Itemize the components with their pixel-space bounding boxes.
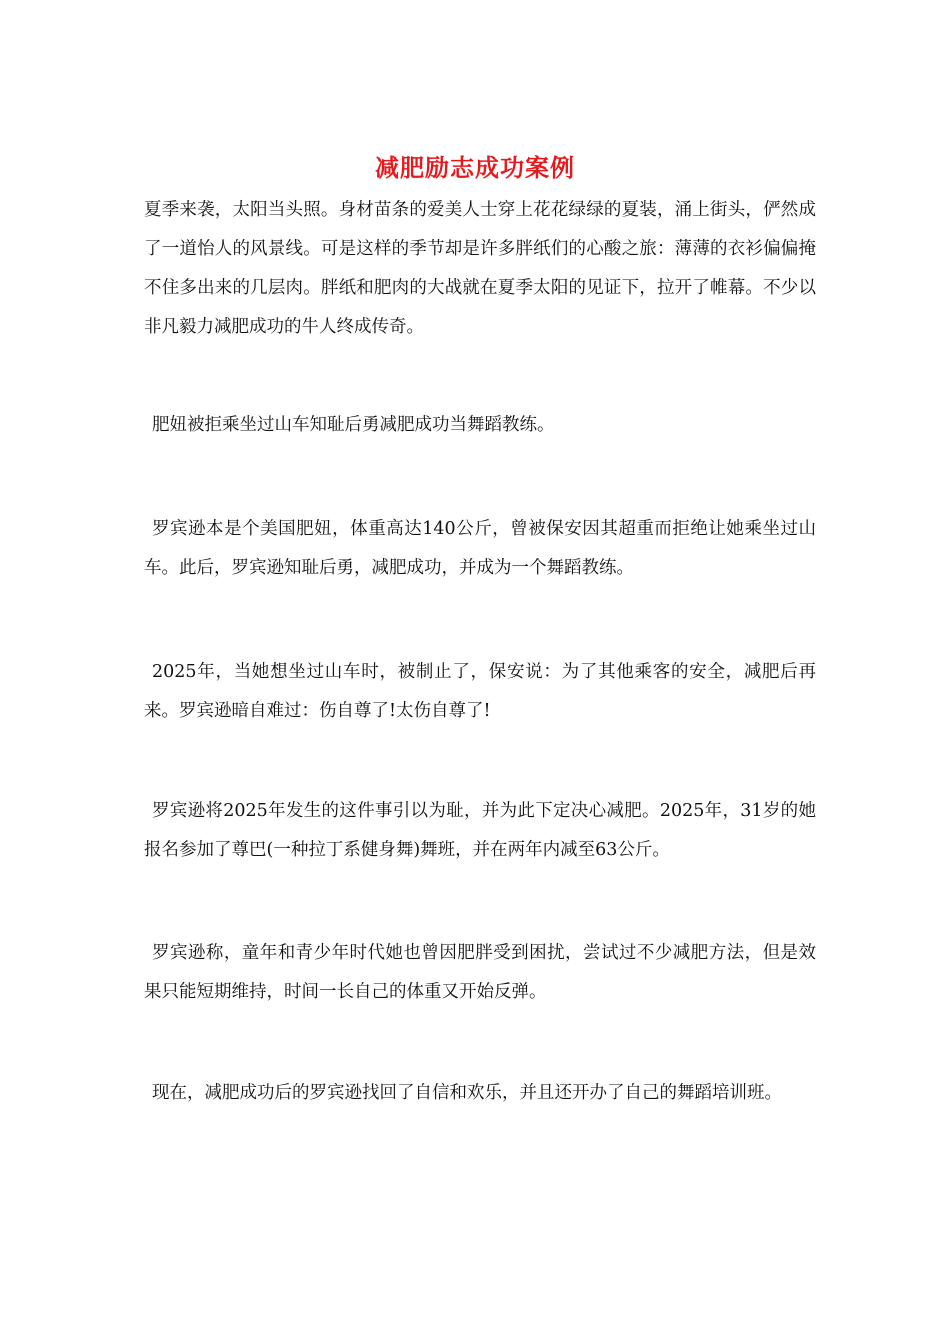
paragraph-now: 现在，减肥成功后的罗宾逊找回了自信和欢乐，并且还开办了自己的舞蹈培训班。 <box>152 1083 782 1103</box>
paragraph-history: 罗宾逊称，童年和青少年时代她也曾因肥胖受到困扰，尝试过不少减肥方法，但是效果只能短期维持，时间一长自己的体重又开始反弹。 <box>144 943 816 1002</box>
document-title: 减肥励志成功案例 <box>375 153 575 182</box>
paragraph-intro: 夏季来袭，太阳当头照。身材苗条的爱美人士穿上花花绿绿的夏装，涌上街头，俨然成了一道怡人的风景线。可是这样的季节却是许多胖纸们的心酸之旅：薄薄的衣衫偏偏掩不住多出来的几层肉。胖纸和肥肉的大战就在夏季太阳的见证下，拉开了帷幕。不少以非凡毅力减肥成功的牛人终成传奇。 <box>144 200 816 337</box>
paragraph-incident: 2025年，当她想坐过山车时，被制止了，保安说：为了其他乘客的安全，减肥后再来。罗宾逊暗自难过：伤自尊了!太伤自尊了! <box>144 662 816 721</box>
paragraph-decision: 罗宾逊将2025年发生的这件事引以为耻，并为此下定决心减肥。2025年，31岁的她报名参加了尊巴(一种拉丁系健身舞)舞班，并在两年内减至63公斤。 <box>144 801 816 860</box>
paragraph-headline: 肥妞被拒乘坐过山车知耻后勇减肥成功当舞蹈教练。 <box>152 415 555 435</box>
paragraph-background: 罗宾逊本是个美国肥妞，体重高达140公斤，曾被保安因其超重而拒绝让她乘坐过山车。此后，罗宾逊知耻后勇，减肥成功，并成为一个舞蹈教练。 <box>144 519 816 578</box>
